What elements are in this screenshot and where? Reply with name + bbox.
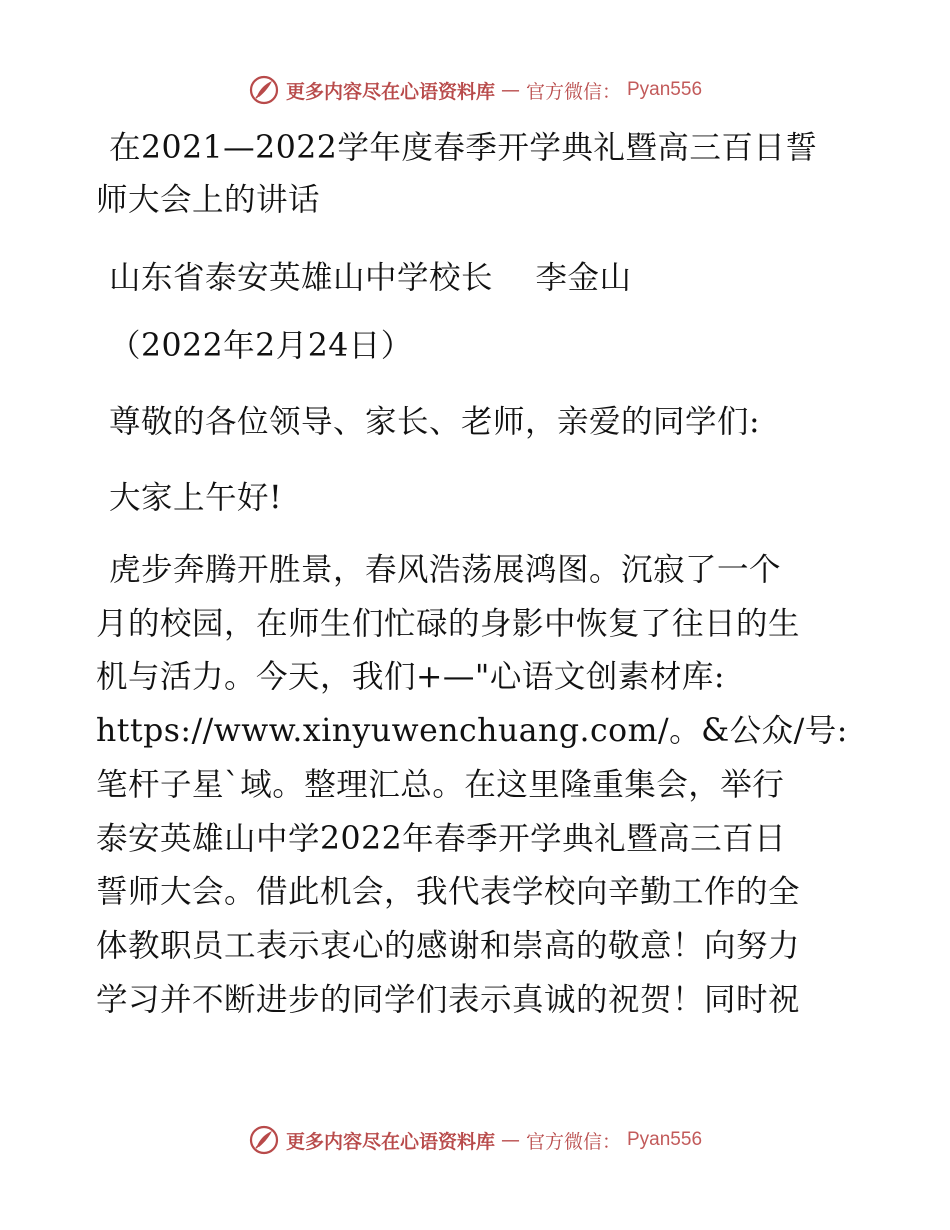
title-line-2: 师大会上的讲话 <box>96 182 321 218</box>
salutation-line: 尊敬的各位领导、家长、老师，亲爱的同学们: <box>109 404 761 440</box>
watermark-separator: — <box>500 79 520 101</box>
body-line: 体教职员工表示衷心的感谢和崇高的敬意！向努力 <box>96 927 801 964</box>
document-body <box>96 122 856 1027</box>
body-line: 机与活力。今天，我们+—"心语文创素材库: <box>96 659 725 696</box>
watermark-text: 更多内容尽在心语资料库 <box>285 80 495 103</box>
header-watermark <box>0 70 950 110</box>
watermark-separator: — <box>500 1129 520 1151</box>
body-line: 笔杆子星`域。整理汇总。在这里隆重集会，举行 <box>96 766 785 803</box>
date-line: （2022年2月24日） <box>109 328 413 364</box>
body-line: 泰安英雄山中学2022年春季开学典礼暨高三百日 <box>96 820 787 857</box>
footer-watermark <box>0 1120 950 1160</box>
watermark-wechat-id: Pyan556 <box>627 1129 703 1150</box>
body-line: 学习并不断进步的同学们表示真诚的祝贺！同时祝 <box>96 981 801 1018</box>
watermark-wechat-id: Pyan556 <box>627 79 703 100</box>
quill-logo-icon <box>248 1124 280 1156</box>
title-line-1: 在2021—2022学年度春季开学典礼暨高三百日誓 <box>109 130 818 166</box>
body-paragraph <box>96 544 856 1027</box>
watermark-wechat-label: 官方微信： <box>525 1130 621 1153</box>
quill-logo-icon <box>248 74 280 106</box>
author-line: 山东省泰安英雄山中学校长 李金山 <box>109 260 632 296</box>
body-line: https://www.xinyuwenchuang.com/。&公众/号: <box>96 713 848 750</box>
body-line: 虎步奔腾开胜景，春风浩荡展鸿图。沉寂了一个 <box>109 552 782 588</box>
watermark-wechat-label: 官方微信： <box>525 80 621 103</box>
watermark-text: 更多内容尽在心语资料库 <box>285 1130 495 1153</box>
body-line: 誓师大会。借此机会，我代表学校向辛勤工作的全 <box>96 874 801 911</box>
body-line: 月的校园，在师生们忙碌的身影中恢复了往日的生 <box>96 605 801 642</box>
greeting-line: 大家上午好! <box>109 480 283 516</box>
